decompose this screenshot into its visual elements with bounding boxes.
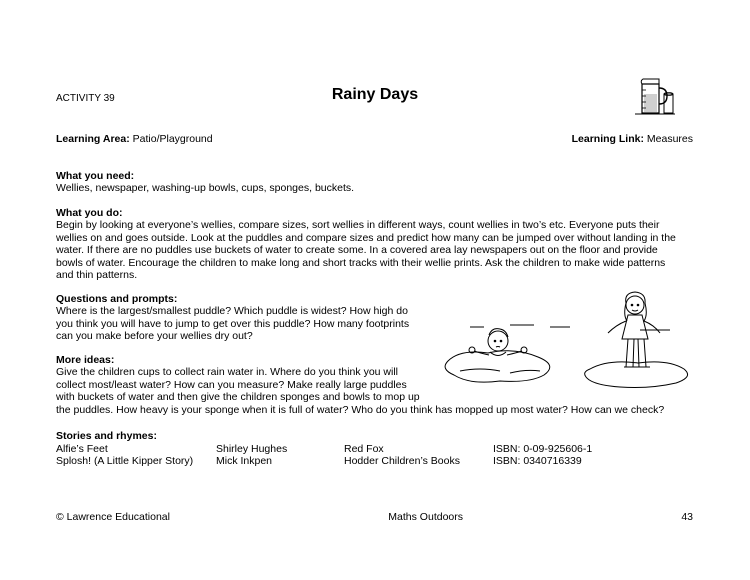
table-row bbox=[56, 443, 592, 456]
learning-link-value: Measures bbox=[646, 133, 693, 145]
section-heading: What you need: bbox=[56, 170, 135, 182]
section-heading: More ideas: bbox=[56, 354, 115, 366]
section-heading: Questions and prompts: bbox=[56, 293, 178, 305]
what-you-need-section bbox=[56, 170, 696, 195]
footer-book-title: Maths Outdoors bbox=[388, 511, 463, 523]
section-heading: Stories and rhymes: bbox=[56, 430, 157, 442]
learning-link-label: Learning Link: bbox=[571, 133, 644, 145]
text-line: Where is the largest/smallest puddle? Which puddle is widest? How high do bbox=[56, 305, 408, 318]
table-row bbox=[56, 455, 592, 468]
stories-table bbox=[56, 443, 592, 468]
text-line: bowls of water. Encourage the children to make long and short tracks with their wellie prints. Ask the children to make wide patterns bbox=[56, 256, 666, 269]
learning-row bbox=[56, 133, 693, 145]
activity-number: ACTIVITY 39 bbox=[56, 93, 115, 104]
text-line: the puddles. How heavy is your sponge when it is full of water? Who do you think has mopped up most water? How can we check? bbox=[56, 403, 665, 416]
measuring-jug-icon bbox=[633, 72, 677, 116]
page-footer bbox=[56, 511, 693, 523]
story-isbn: ISBN: 0-09-925606-1 bbox=[493, 442, 593, 455]
learning-area-label: Learning Area: bbox=[56, 133, 130, 145]
story-author: Mick Inkpen bbox=[216, 455, 273, 467]
text-line: with buckets of water and then give the children sponges and bowls to mop up bbox=[56, 391, 420, 404]
section-heading: What you do: bbox=[56, 207, 123, 219]
story-publisher: Hodder Children’s Books bbox=[344, 455, 460, 467]
section-text: Wellies, newspaper, washing-up bowls, cups, sponges, buckets. bbox=[56, 182, 355, 195]
story-author: Shirley Hughes bbox=[216, 442, 288, 455]
page-title: Rainy Days bbox=[331, 86, 419, 103]
text-line: you think you will have to jump to get over this puddle? How many footprints bbox=[56, 317, 410, 330]
children-in-puddles-illustration bbox=[440, 275, 695, 400]
story-publisher: Red Fox bbox=[344, 442, 384, 455]
text-line: and thin patterns. bbox=[56, 269, 138, 282]
story-title: Splosh! (A Little Kipper Story) bbox=[56, 455, 194, 467]
text-line: collect most/least water? How can you measure? Make really large puddles bbox=[56, 378, 407, 391]
page-number: 43 bbox=[681, 511, 693, 523]
learning-link bbox=[572, 133, 693, 145]
story-title: Alfie’s Feet bbox=[56, 442, 108, 455]
text-line: wellies on and goes outside. Look at the puddles and compare sizes and predict how many can be jumped over without landing in the bbox=[56, 231, 676, 244]
text-line: can you make before your wellies dry out? bbox=[56, 330, 253, 343]
learning-area bbox=[56, 133, 213, 145]
text-line: Give the children cups to collect rain water in. Where do you think you will bbox=[56, 366, 398, 379]
what-you-do-section bbox=[56, 207, 696, 281]
footer-copyright: © Lawrence Educational bbox=[56, 511, 170, 523]
stories-section bbox=[56, 430, 592, 468]
text-line: water. If there are no puddles use buckets of water to create some. In a covered area lay newspapers out on the floor and provide bbox=[56, 244, 658, 257]
story-isbn: ISBN: 0340716339 bbox=[493, 455, 582, 467]
text-line: Begin by looking at everyone’s wellies, compare sizes, sort wellies in different ways, count wellies in two’s etc. Everyone puts their bbox=[56, 219, 660, 232]
learning-area-value: Patio/Playground bbox=[132, 133, 213, 145]
